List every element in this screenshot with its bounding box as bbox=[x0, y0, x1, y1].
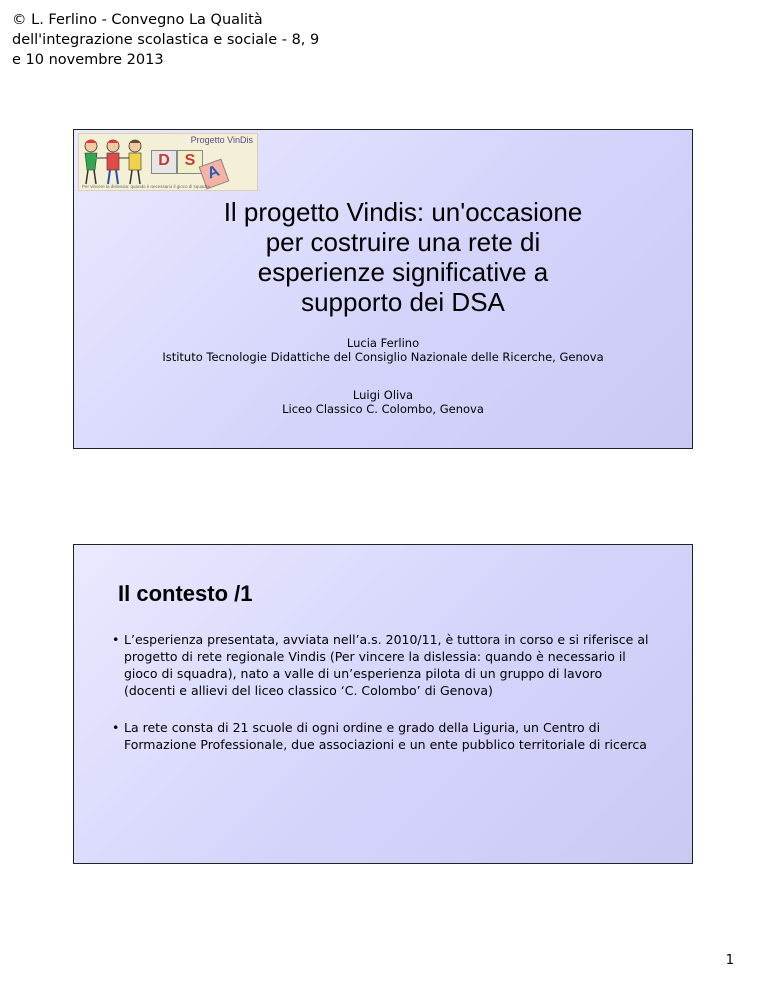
slide-1 bbox=[73, 129, 693, 449]
author-2-affiliation: Liceo Classico C. Colombo, Genova bbox=[282, 402, 484, 416]
bullet-text: L’esperienza presentata, avviata nell’a.s. 2010/11, è tuttora in corso e si riferisce al progetto di rete regionale Vindis (Per vincere la dislessia: quando è necessario il gioco di squadra), nato a valle di un’esperienza pilota di un gruppo di lavoro (docenti e allievi del liceo classico ‘C. Colombo’ di Genova) bbox=[124, 632, 649, 698]
bullet-icon: • bbox=[112, 632, 120, 647]
page-number: 1 bbox=[725, 953, 734, 968]
slide-2 bbox=[73, 544, 693, 864]
header-line-1: © L. Ferlino - Convegno La Qualità bbox=[12, 12, 263, 28]
author-2-name: Luigi Oliva bbox=[352, 388, 414, 402]
logo-title: Progetto VinDis bbox=[190, 135, 253, 145]
slide-2-title: Il contesto /1 bbox=[118, 581, 253, 606]
header-line-3: e 10 novembre 2013 bbox=[12, 52, 164, 68]
author-1-affiliation: Istituto Tecnologie Didattiche del Consiglio Nazionale delle Ricerche, Genova bbox=[162, 350, 604, 364]
bullet-list bbox=[112, 631, 652, 773]
list-item bbox=[112, 719, 652, 753]
logo-letter-s: S bbox=[177, 150, 203, 174]
slide-1-title: Il progetto Vindis: un'occasione per costruire una rete di esperienze significative a supporto dei DSA bbox=[223, 197, 583, 317]
author-1-name: Lucia Ferlino bbox=[346, 336, 420, 350]
children-figures-icon bbox=[79, 134, 149, 190]
vindis-logo bbox=[78, 133, 258, 191]
bullet-text: La rete consta di 21 scuole di ogni ordine e grado della Liguria, un Centro di Formazione Professionale, due associazioni e un ente pubblico territoriale di ricerca bbox=[124, 720, 647, 752]
bullet-icon: • bbox=[112, 720, 120, 735]
header-line-2: dell'integrazione scolastica e sociale - 8, 9 bbox=[12, 32, 320, 48]
page-header bbox=[12, 10, 342, 70]
list-item bbox=[112, 631, 652, 699]
logo-caption: Per vincere la dislessia: quando è necessario il gioco di squadra bbox=[82, 184, 210, 189]
logo-letter-d: D bbox=[151, 150, 177, 174]
logo-letter-a: A bbox=[199, 159, 230, 190]
